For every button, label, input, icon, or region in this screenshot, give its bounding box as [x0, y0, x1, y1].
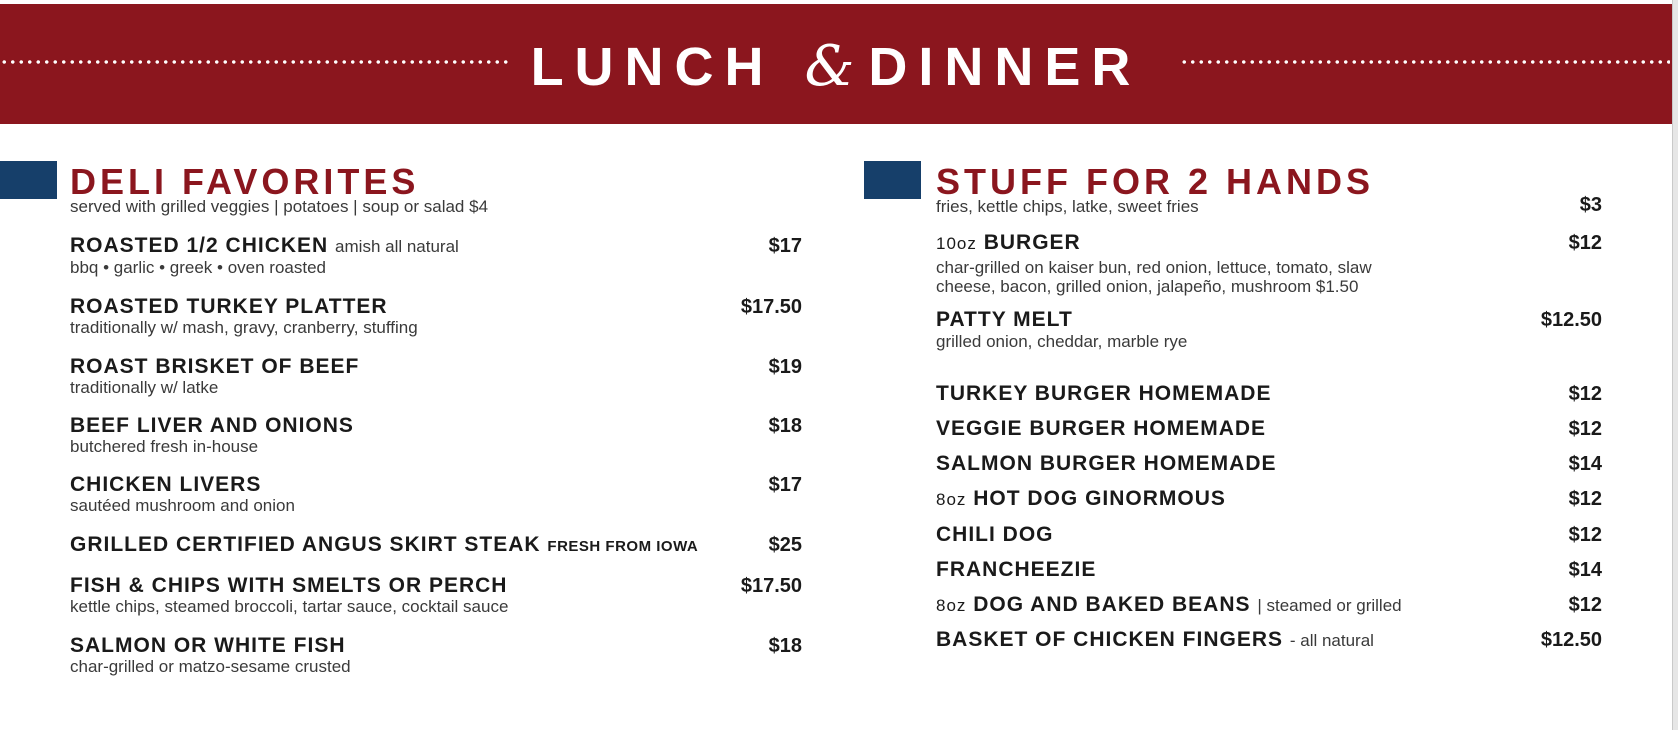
- menu-item-patty-melt: PATTY MELT: [936, 308, 1073, 331]
- menu-item-brisket: ROAST BRISKET OF BEEF: [70, 355, 360, 378]
- menu-item-roasted-chicken: [70, 233, 459, 260]
- menu-item-price: $17.50: [740, 575, 802, 597]
- menu-item-salmon-burger: SALMON BURGER HOMEMADE: [936, 452, 1277, 475]
- menu-item-note: | steamed or grilled: [1257, 596, 1402, 615]
- menu-item-desc: sautéed mushroom and onion: [70, 496, 295, 515]
- menu-item-chicken-fingers: [936, 627, 1374, 654]
- menu-item-desc: char-grilled on kaiser bun, red onion, lettuce, tomato, slaw: [936, 258, 1372, 277]
- menu-item-chicken-livers: CHICKEN LIVERS: [70, 473, 262, 496]
- menu-item-francheezie: FRANCHEEZIE: [936, 558, 1097, 581]
- section-marker-hands: [864, 161, 921, 199]
- section-title-deli: DELI FAVORITES: [70, 161, 420, 202]
- menu-item-price: $12: [1568, 418, 1602, 440]
- menu-item-name: HOT DOG GINORMOUS: [973, 487, 1226, 510]
- menu-item-desc: grilled onion, cheddar, marble rye: [936, 332, 1188, 351]
- menu-item-hot-dog: [936, 486, 1226, 513]
- section-title-hands: STUFF FOR 2 HANDS: [936, 161, 1375, 202]
- section-subtitle-hands: fries, kettle chips, latke, sweet fries: [936, 197, 1199, 216]
- menu-item-fish-chips: FISH & CHIPS WITH SMELTS OR PERCH: [70, 574, 508, 597]
- menu-item-price: $14: [1568, 453, 1602, 475]
- window-edge: [1672, 0, 1678, 730]
- menu-item-name: GRILLED CERTIFIED ANGUS SKIRT STEAK: [70, 533, 541, 556]
- menu-item-price: $19: [768, 356, 802, 378]
- menu-item-desc: char-grilled or matzo-sesame crusted: [70, 657, 351, 676]
- page-title: [0, 32, 1672, 102]
- menu-item-beef-liver: BEEF LIVER AND ONIONS: [70, 414, 354, 437]
- menu-item-chili-dog: CHILI DOG: [936, 523, 1054, 546]
- menu-item-size: 8oz: [936, 490, 967, 509]
- menu-item-veggie-burger: VEGGIE BURGER HOMEMADE: [936, 417, 1267, 440]
- menu-item-turkey-platter: ROASTED TURKEY PLATTER: [70, 295, 388, 318]
- menu-item-dog-beans: [936, 592, 1402, 619]
- menu-item-size: 10oz: [936, 234, 977, 253]
- sides-price: $3: [1579, 194, 1602, 216]
- page-title-ampersand: &: [804, 34, 855, 99]
- menu-item-desc: bbq • garlic • greek • oven roasted: [70, 258, 326, 277]
- page-title-lunch: LUNCH: [530, 37, 775, 97]
- menu-item-name: BURGER: [983, 231, 1081, 254]
- menu-item-tag: FRESH FROM IOWA: [547, 538, 699, 555]
- menu-item-turkey-burger: TURKEY BURGER HOMEMADE: [936, 382, 1272, 405]
- menu-item-note: - all natural: [1289, 631, 1374, 650]
- menu-item-note: amish all natural: [335, 237, 459, 256]
- menu-item-price: $17: [768, 235, 802, 257]
- menu-item-size: 8oz: [936, 596, 967, 615]
- menu-item-name: ROASTED 1/2 CHICKEN: [70, 234, 329, 257]
- page-title-dinner: DINNER: [868, 37, 1142, 97]
- menu-item-desc: traditionally w/ latke: [70, 378, 219, 397]
- menu-item-desc: traditionally w/ mash, gravy, cranberry, stuffing: [70, 318, 418, 337]
- menu-item-desc: kettle chips, steamed broccoli, tartar sauce, cocktail sauce: [70, 597, 509, 616]
- menu-item-name: BASKET OF CHICKEN FINGERS: [936, 628, 1284, 651]
- menu-item-price: $18: [768, 635, 802, 657]
- menu-item-price: $14: [1568, 559, 1602, 581]
- menu-item-price: $25: [768, 534, 802, 556]
- menu-item-name: DOG AND BAKED BEANS: [973, 593, 1251, 616]
- menu-item-burger: [936, 230, 1081, 257]
- menu-item-price: $12: [1568, 488, 1602, 510]
- menu-item-price: $12: [1568, 594, 1602, 616]
- menu-item-salmon-white-fish: SALMON OR WHITE FISH: [70, 634, 346, 657]
- menu-item-price: $17: [768, 474, 802, 496]
- header-banner: [0, 4, 1672, 124]
- menu-item-price: $17.50: [740, 296, 802, 318]
- menu-item-price: $12: [1568, 383, 1602, 405]
- menu-item-price: $12.50: [1540, 309, 1602, 331]
- menu-item-price: $12: [1568, 232, 1602, 254]
- menu-item-desc: cheese, bacon, grilled onion, jalapeño, mushroom $1.50: [936, 277, 1359, 296]
- section-subtitle-deli: served with grilled veggies | potatoes | soup or salad $4: [70, 197, 489, 216]
- section-marker-deli: [0, 161, 57, 199]
- menu-item-price: $12: [1568, 524, 1602, 546]
- menu-item-price: $18: [768, 415, 802, 437]
- menu-item-skirt-steak: [70, 532, 698, 560]
- menu-item-price: $12.50: [1540, 629, 1602, 651]
- menu-item-desc: butchered fresh in-house: [70, 437, 259, 456]
